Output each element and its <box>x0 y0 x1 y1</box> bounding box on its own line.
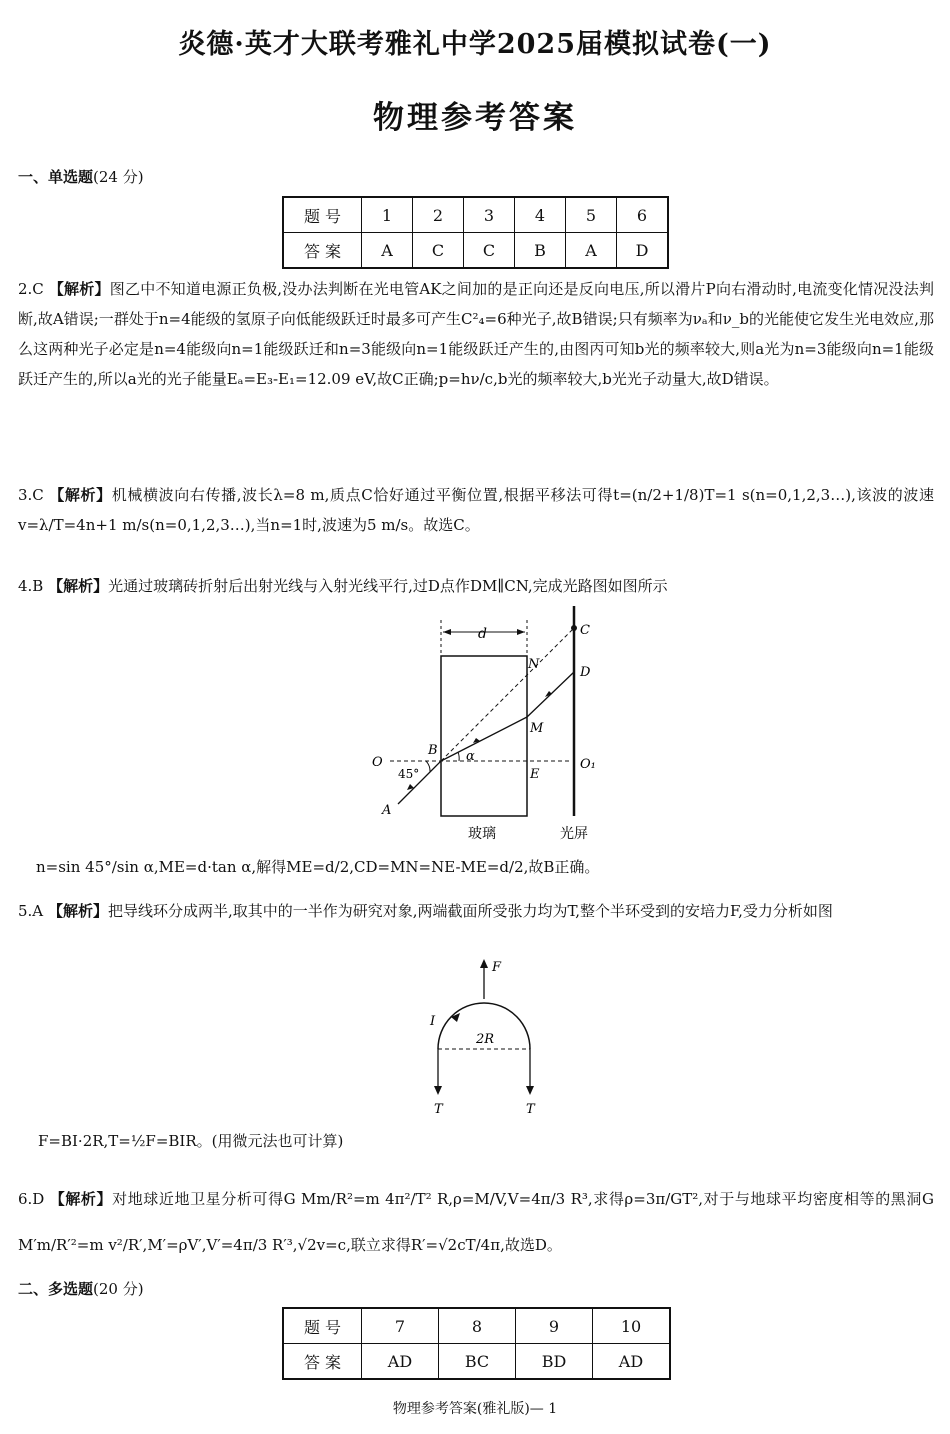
table-row <box>283 233 668 269</box>
arrow-head <box>517 629 525 635</box>
section-heading-single-choice <box>18 166 144 187</box>
arrow-head <box>526 1086 534 1095</box>
analysis-tag: 【解析】 <box>48 280 110 298</box>
glass-block <box>441 656 527 816</box>
page-subtitle: 物理参考答案 <box>373 100 577 136</box>
analysis-tag: 【解析】 <box>47 902 108 920</box>
table-cell: BD <box>516 1344 593 1380</box>
label-f: F <box>492 960 502 975</box>
question-number: 6.D <box>18 1190 45 1208</box>
table-cell: 10 <box>593 1308 671 1344</box>
label-c: C <box>580 623 590 638</box>
arrow-head <box>480 959 488 968</box>
section-heading-label: 二、多选题 <box>18 1280 94 1298</box>
page-footer: 物理参考答案(雅礼版)— 1 <box>392 1401 558 1417</box>
table-row-label: 答 案 <box>283 1344 362 1380</box>
section-points: (24 分) <box>93 168 144 186</box>
label-i: I <box>430 1014 436 1029</box>
table-cell: 7 <box>362 1308 439 1344</box>
angle-arc-alpha <box>458 752 459 761</box>
caption-glass: 玻璃 <box>468 826 496 842</box>
answer-q5 <box>18 897 934 926</box>
table-cell: BC <box>439 1344 516 1380</box>
section-heading-multi-choice <box>18 1278 144 1299</box>
analysis-text: 把导线环分成两半,取其中的一半作为研究对象,两端截面所受张力均为T,整个半环受到的安培力F,受力分析如图 <box>107 902 833 920</box>
analysis-text: 图乙中不知道电源正负极,没办法判断在光电管AK之间加的是正向还是反向电压,所以滑片P向右滑动时,电流变化情况没法判断,故A错误;一群处于n=4能级的氢原子向低能级跃迁时最多可产生C²₄=6种光子,故B错误;只有频率为νₐ和ν_b的光能使它发生光电效应,那么这两种光子必定是n=4能级向n=1能级跃迁和n=3能级向n=1能级跃迁产生的,由图丙可知b光的频率较大,则a光为n=3能级向n=1能级跃迁产生的,所以a光的光子能量Eₐ=E₃-E₁=12.09 eV,故C正确;p=hν/c,b光的频率较大,b光光子动量大,故D错误。 <box>18 280 934 388</box>
table-cell: A <box>566 233 617 269</box>
refracted-ray <box>441 717 527 761</box>
analysis-tag: 【解析】 <box>48 577 109 595</box>
label-d-point: D <box>580 665 591 680</box>
page-title: 炎德·英才大联考雅礼中学2025届模拟试卷(一) <box>178 29 772 60</box>
section-heading-label: 一、单选题 <box>18 168 94 186</box>
question-number: 4.B <box>18 577 44 595</box>
table-cell: D <box>617 233 669 269</box>
analysis-text: 光通过玻璃砖折射后出射光线与入射光线平行,过D点作DM∥CN,完成光路图如图所示 <box>108 577 668 595</box>
q5-formula: F=BI·2R,T=½F=BIR。(用微元法也可计算) <box>38 1132 344 1150</box>
table-cell: 4 <box>515 197 566 233</box>
table-cell: 2 <box>413 197 464 233</box>
answer-table-multi-choice <box>282 1307 671 1380</box>
extension-ray <box>441 628 574 761</box>
answer-q2 <box>18 274 934 394</box>
table-row <box>283 1308 670 1344</box>
label-d: d <box>478 626 487 642</box>
label-a: A <box>382 803 392 818</box>
analysis-tag: 【解析】 <box>49 1190 113 1208</box>
table-cell: 5 <box>566 197 617 233</box>
table-cell: 1 <box>362 197 413 233</box>
table-cell: 3 <box>464 197 515 233</box>
q4-formula: n=sin 45°/sin α,ME=d·tan α,解得ME=d/2,CD=MN=NE-ME=d/2,故B正确。 <box>36 858 600 876</box>
label-t-right: T <box>526 1102 535 1117</box>
table-cell: B <box>515 233 566 269</box>
label-n: N <box>528 657 540 672</box>
answer-q6 <box>18 1176 934 1268</box>
table-row-label: 题 号 <box>283 1308 362 1344</box>
label-45: 45° <box>398 767 420 781</box>
table-cell: C <box>464 233 515 269</box>
table-row <box>283 1344 670 1380</box>
label-o: O <box>372 755 383 770</box>
label-t-left: T <box>434 1102 443 1117</box>
label-alpha: α <box>466 749 475 764</box>
current-arrow <box>451 1013 460 1022</box>
label-2r: 2R <box>476 1032 495 1047</box>
table-row-label: 答 案 <box>283 233 362 269</box>
section-points: (20 分) <box>93 1280 144 1298</box>
table-cell: C <box>413 233 464 269</box>
label-e: E <box>530 767 540 782</box>
question-number: 5.A <box>18 902 44 920</box>
angle-arc-45 <box>426 761 430 772</box>
half-ring-force-diagram <box>420 955 560 1120</box>
table-cell: A <box>362 233 413 269</box>
answer-q3 <box>18 480 934 540</box>
analysis-tag: 【解析】 <box>49 486 112 504</box>
point-c <box>571 625 577 631</box>
table-row <box>283 197 668 233</box>
table-cell: 8 <box>439 1308 516 1344</box>
table-row-label: 题 号 <box>283 197 362 233</box>
label-o1: O₁ <box>580 757 596 772</box>
arrow-head <box>434 1086 442 1095</box>
light-path-diagram <box>360 600 610 845</box>
table-cell: AD <box>362 1344 439 1380</box>
table-cell: AD <box>593 1344 671 1380</box>
table-cell: 6 <box>617 197 669 233</box>
analysis-text: 对地球近地卫星分析可得G Mm/R²=m 4π²/T² R,ρ=M/V,V=4π/3 R³,求得ρ=3π/GT²,对于与地球平均密度相等的黑洞G M′m/R′²=m v²/R′,M′=ρV′,V′=4π/3 R′³,√2v=c,联立求得R′=√2cT/4π,故选D。 <box>18 1190 934 1254</box>
arrow-head <box>443 629 451 635</box>
caption-screen: 光屏 <box>560 826 588 842</box>
question-number: 2.C <box>18 280 44 298</box>
label-m: M <box>530 721 544 736</box>
answer-table-single-choice <box>282 196 669 269</box>
question-number: 3.C <box>18 486 44 504</box>
table-cell: 9 <box>516 1308 593 1344</box>
analysis-text: 机械横波向右传播,波长λ=8 m,质点C恰好通过平衡位置,根据平移法可得t=(n/2+1/8)T=1 s(n=0,1,2,3…),该波的波速v=λ/T=4n+1 m/s(n=0,1,2,3…),当n=1时,波速为5 m/s。故选C。 <box>18 486 934 534</box>
answer-q4 <box>18 572 934 601</box>
label-b: B <box>428 743 438 758</box>
